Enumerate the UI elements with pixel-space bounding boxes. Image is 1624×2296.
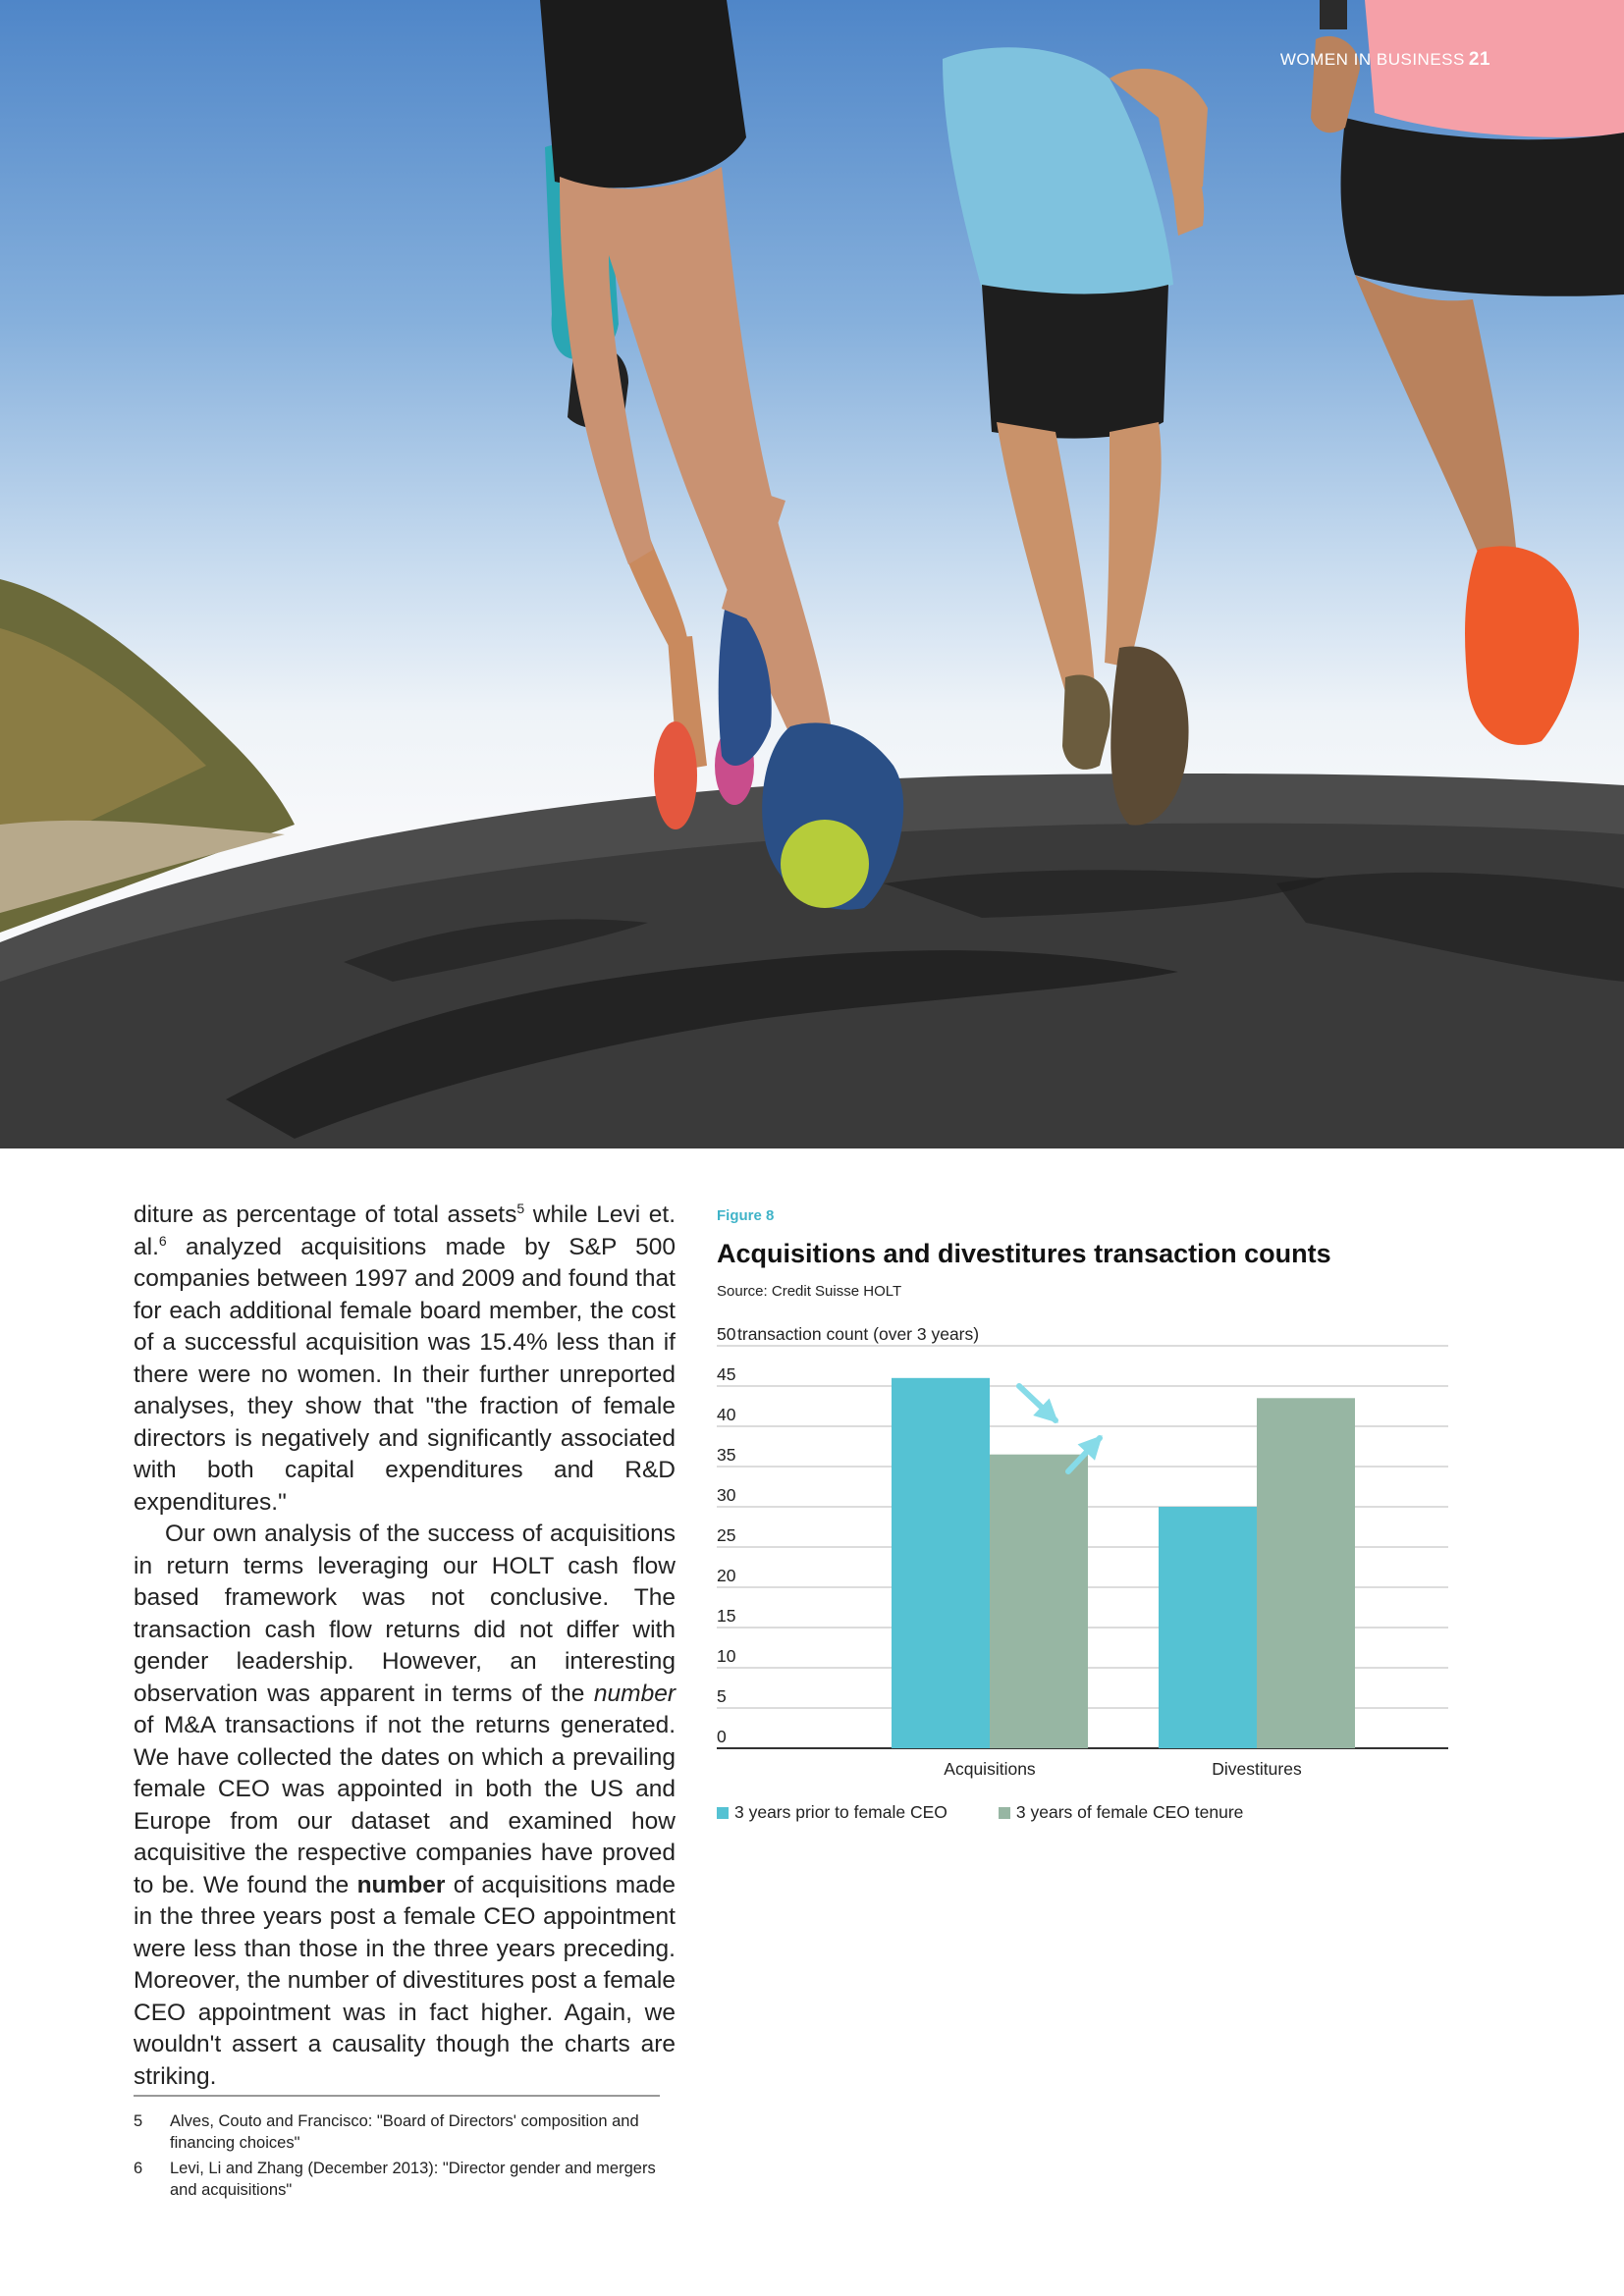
legend-swatch-prior [717,1807,729,1819]
figure-source: Source: Credit Suisse HOLT [717,1283,902,1300]
paragraph-1: diture as percentage of total assets$^5$ while Levi et. al.$^6$ analyzed acquisitions made by S&P 500 companies between 1997 and 2009 and found that for each additional female board member, the cost of a successful acquisition was 15.4% less than if there were no women. In their further unreported analyses, they show that "the fraction of female directors is negatively and significantly associated with both capital expenditures and R&D expenditures." [134,1200,676,1516]
y-tick-label: 30 [717,1485,736,1505]
y-tick-label: 0 [717,1727,727,1746]
y-tick-label: 15 [717,1606,736,1626]
footnote-divider [134,2095,660,2097]
y-axis-label: transaction count (over 3 years) [737,1325,980,1344]
bar-divestitures-series-2 [1257,1398,1355,1748]
footnote-number: 6 [134,2160,143,2177]
legend-swatch-tenure [999,1807,1010,1819]
footnote-5 [134,2110,664,2154]
footnote-ref-5[interactable]: 5 [516,1200,525,1216]
y-tick-label: 5 [717,1686,727,1706]
footnote-text: Alves, Couto and Francisco: "Board of Directors' composition and financing choices" [170,2112,639,2152]
legend-item-tenure [999,1802,1244,1823]
y-tick-label: 35 [717,1445,736,1465]
footnotes [134,2110,664,2205]
y-tick-label: 10 [717,1646,736,1666]
legend-item-prior [717,1802,947,1823]
section-title: WOMEN IN BUSINESS [1279,50,1465,69]
bar-chart [707,1325,1492,1787]
bar-acquisitions-series-2 [990,1455,1088,1748]
bar-divestitures-series-1 [1159,1507,1257,1748]
y-tick-label: 40 [717,1405,736,1424]
y-tick-label: 45 [717,1364,736,1384]
footnote-text: Levi, Li and Zhang (December 2013): "Director gender and mergers and acquisitions" [170,2160,656,2199]
y-tick-label: 25 [717,1525,736,1545]
x-tick-label: Acquisitions [944,1759,1036,1779]
chart-legend [717,1802,1294,1823]
legend-label-prior: 3 years prior to female CEO [734,1802,947,1822]
legend-label-tenure: 3 years of female CEO tenure [1015,1802,1244,1822]
footnote-6 [134,2158,664,2201]
body-text-column [134,1200,676,2093]
emphasis-number: number [593,1680,676,1707]
figure-title: Acquisitions and divestitures transaction counts [717,1239,1331,1268]
footnote-number: 5 [134,2112,143,2130]
running-header [1280,49,1490,71]
paragraph-2: Our own analysis of the success of acquisitions in return terms leveraging our HOLT cash flow based framework was not conclusive. The transaction cash flow returns did not differ with gender leadership. However, an interesting observation was apparent in terms of the number of M&A transactions if not the returns generated. We have collected the dates on which a prevailing female CEO was appointed in both the US and Europe from our dataset and examined how acquisitive the respective companies have proved to be. We found the number of acquisitions made in the three years post a female CEO appointment were less than those in the three years preceding. Moreover, the number of divestitures post a female CEO appointment was in fact higher. Again, we wouldn't assert a causality though the charts are striking. [134,1521,676,2090]
y-tick-label: 50 [717,1325,736,1344]
x-tick-label: Divestitures [1212,1759,1302,1779]
page-number: 21 [1468,49,1490,70]
figure-label: Figure 8 [717,1207,775,1224]
y-tick-label: 20 [717,1566,736,1585]
bar-acquisitions-series-1 [892,1378,990,1748]
bold-number: number [356,1871,446,1898]
footnote-ref-6[interactable]: 6 [158,1232,167,1249]
